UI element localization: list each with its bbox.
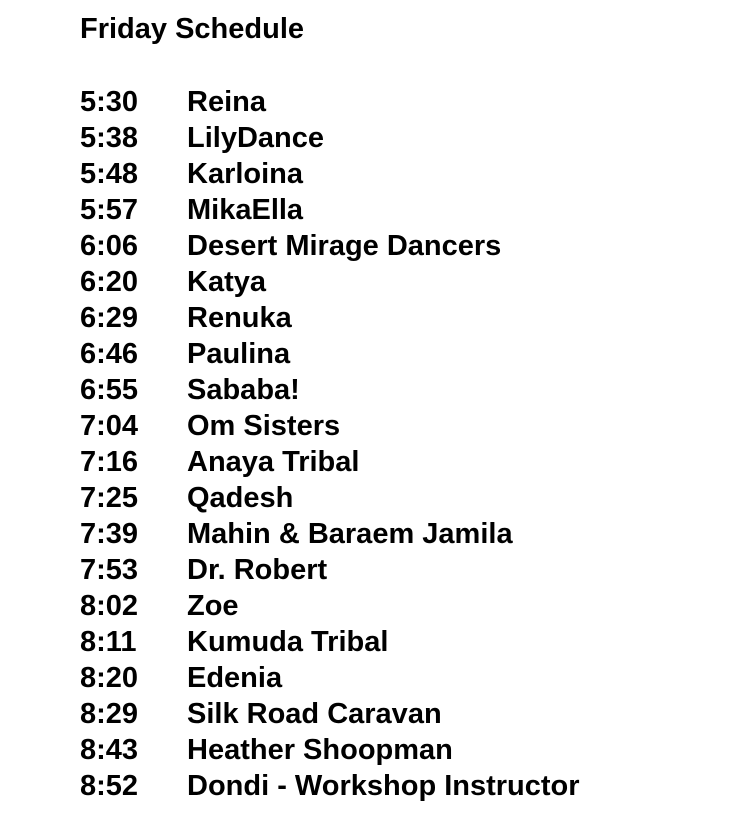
schedule-time: 7:39 <box>80 517 139 550</box>
schedule-time: 6:29 <box>80 301 139 334</box>
schedule-time: 8:52 <box>80 769 139 802</box>
schedule-row <box>80 264 580 300</box>
schedule-performer: Om Sisters <box>187 409 341 442</box>
schedule-performer: Karloina <box>187 157 304 190</box>
schedule-time: 5:48 <box>80 157 139 190</box>
schedule-performer: Kumuda Tribal <box>187 625 389 658</box>
schedule-performer: Silk Road Caravan <box>187 697 442 730</box>
schedule-row <box>80 696 580 732</box>
schedule-row <box>80 336 580 372</box>
schedule-time: 7:53 <box>80 553 139 586</box>
schedule-row <box>80 444 580 480</box>
schedule-time: 8:20 <box>80 661 139 694</box>
schedule-performer: Desert Mirage Dancers <box>187 229 502 262</box>
schedule-time: 8:11 <box>80 625 137 658</box>
schedule-performer: Heather Shoopman <box>187 733 453 766</box>
schedule-performer: Dondi - Workshop Instructor <box>187 769 580 802</box>
schedule-time: 6:46 <box>80 337 139 370</box>
schedule-time: 7:16 <box>80 445 139 478</box>
schedule-time: 5:38 <box>80 121 139 154</box>
schedule-row <box>80 408 580 444</box>
schedule-performer: Katya <box>187 265 266 298</box>
page-title: Friday Schedule <box>80 13 305 45</box>
schedule-performer: Zoe <box>187 589 239 622</box>
schedule-row <box>80 228 580 264</box>
schedule-row <box>80 156 580 192</box>
schedule-row <box>80 660 580 696</box>
schedule-row <box>80 192 580 228</box>
schedule-row <box>80 120 580 156</box>
schedule-row <box>80 372 580 408</box>
schedule-performer: Sababa! <box>187 373 300 406</box>
schedule-row <box>80 84 580 120</box>
schedule-row <box>80 588 580 624</box>
schedule-row <box>80 516 580 552</box>
schedule-performer: Anaya Tribal <box>187 445 360 478</box>
schedule-performer: LilyDance <box>187 121 324 154</box>
schedule-time: 8:02 <box>80 589 139 622</box>
schedule-time: 8:29 <box>80 697 139 730</box>
schedule-performer: Paulina <box>187 337 291 370</box>
schedule-time: 5:57 <box>80 193 139 226</box>
schedule-time: 7:25 <box>80 481 139 514</box>
schedule-performer: Renuka <box>187 301 292 334</box>
schedule-list <box>80 84 580 804</box>
schedule-performer: Dr. Robert <box>187 553 328 586</box>
schedule-performer: Qadesh <box>187 481 294 514</box>
schedule-time: 6:55 <box>80 373 139 406</box>
schedule-time: 7:04 <box>80 409 139 442</box>
schedule-row <box>80 552 580 588</box>
schedule-performer: MikaElla <box>187 193 304 226</box>
schedule-row <box>80 624 580 660</box>
schedule-time: 6:20 <box>80 265 139 298</box>
schedule-time: 5:30 <box>80 85 139 118</box>
schedule-performer: Reina <box>187 85 266 118</box>
schedule-row <box>80 480 580 516</box>
schedule-performer: Edenia <box>187 661 283 694</box>
schedule-row <box>80 768 580 804</box>
schedule-time: 8:43 <box>80 733 139 766</box>
schedule-row <box>80 732 580 768</box>
schedule-performer: Mahin & Baraem Jamila <box>187 517 513 550</box>
schedule-time: 6:06 <box>80 229 139 262</box>
schedule-row <box>80 300 580 336</box>
